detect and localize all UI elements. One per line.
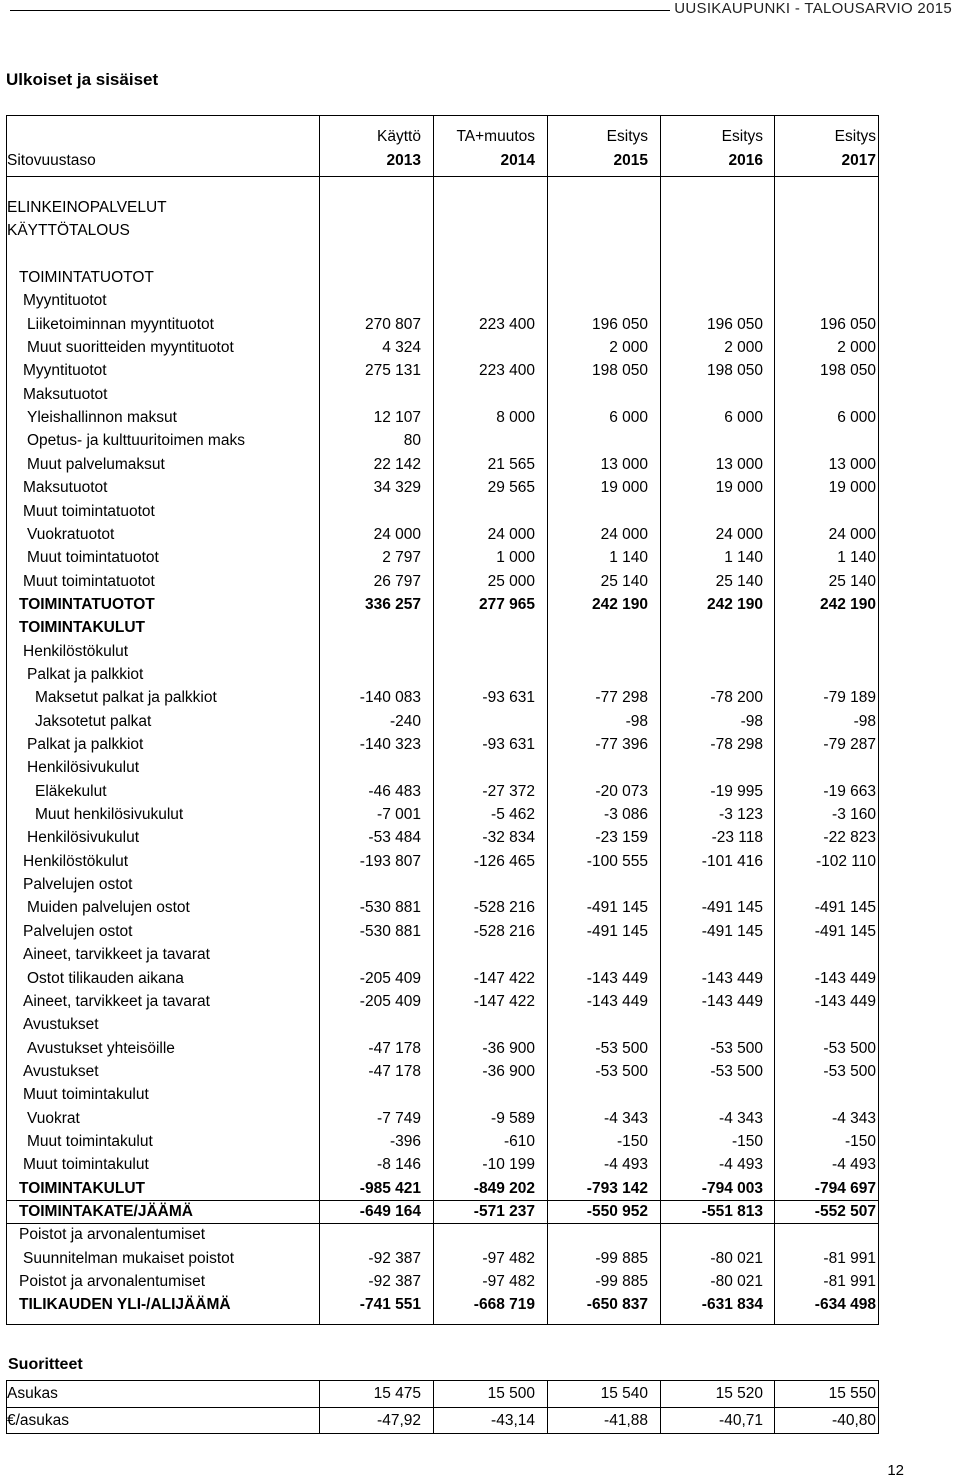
- row-value: -99 885: [595, 1249, 648, 1267]
- row-label: Maksutuotot: [23, 479, 108, 497]
- row-value: 1 140: [609, 549, 648, 567]
- row-label: Palvelujen ostot: [23, 876, 133, 894]
- row-value: 8 000: [496, 409, 535, 427]
- row-value: -101 416: [701, 852, 763, 870]
- row-value: -53 484: [368, 829, 421, 847]
- row-value: 242 190: [591, 595, 648, 613]
- suoritteet-table: [6, 1380, 879, 1434]
- row-label: Henkilösivukulut: [27, 829, 139, 847]
- row-label: Muut suoritteiden myyntituotot: [27, 339, 234, 357]
- row-label: Suunnitelman mukaiset poistot: [23, 1249, 235, 1267]
- row-value: 198 050: [591, 362, 648, 380]
- row-label: Ostot tilikauden aikana: [27, 969, 184, 987]
- row-value: -8 146: [377, 1156, 421, 1174]
- suoritteet-row-value: 15 520: [715, 1385, 763, 1402]
- row-value: 196 050: [819, 315, 876, 333]
- row-value: 25 000: [487, 572, 535, 590]
- row-value: -650 837: [586, 1296, 648, 1314]
- row-value: -78 298: [710, 736, 763, 753]
- suoritteet-row-value: 15 540: [600, 1385, 648, 1402]
- row-value: 80: [403, 432, 421, 450]
- row-value: -147 422: [473, 992, 535, 1010]
- row-value: 6 000: [837, 409, 876, 427]
- row-label: Muut toimintatuotot: [23, 572, 155, 590]
- row-value: 19 000: [600, 479, 648, 497]
- column-header-label: Esitys: [721, 128, 763, 145]
- row-divider: [7, 1407, 878, 1408]
- row-label: Poistot ja arvonalentumiset: [19, 1273, 206, 1291]
- row-value: -79 189: [823, 689, 876, 707]
- row-value: 2 000: [724, 339, 763, 357]
- row-value: 270 807: [364, 315, 421, 333]
- row-value: -634 498: [814, 1296, 876, 1314]
- row-label: Muiden palvelujen ostot: [27, 899, 190, 917]
- row-value: -32 834: [482, 829, 535, 847]
- row-value: -143 449: [586, 992, 648, 1010]
- row-value: -92 387: [368, 1273, 421, 1291]
- row-value: -47 178: [368, 1062, 421, 1080]
- row-value: -98: [853, 712, 876, 730]
- row-label: Muut palvelumaksut: [27, 455, 165, 473]
- row-label: Myyntituotot: [23, 292, 107, 310]
- row-value: -7 749: [377, 1109, 421, 1127]
- row-value: -80 021: [710, 1249, 763, 1267]
- row-label: Muut toimintakulut: [23, 1156, 149, 1174]
- row-label: Muut henkilösivukulut: [35, 806, 184, 824]
- row-value: -849 202: [473, 1179, 535, 1197]
- row-value: -5 462: [491, 806, 535, 824]
- row-value: 1 140: [837, 549, 876, 567]
- row-label: Opetus- ja kulttuuritoimen maks: [27, 432, 245, 450]
- suoritteet-row-value: -40,71: [719, 1412, 763, 1429]
- row-value: -396: [389, 1132, 421, 1150]
- row-value: 25 140: [600, 572, 648, 590]
- row-value: 1 140: [724, 549, 763, 567]
- row-value: -19 995: [710, 782, 763, 800]
- row-value: 1 000: [496, 549, 535, 567]
- row-value: -53 500: [823, 1062, 876, 1080]
- page-number: 12: [887, 1462, 904, 1479]
- row-label: TOIMINTATUOTOT: [19, 269, 154, 286]
- row-value: -98: [740, 712, 763, 730]
- section-subtitle: KÄYTTÖTALOUS: [7, 222, 130, 239]
- row-value: -610: [503, 1132, 535, 1150]
- column-header-year: 2014: [500, 152, 535, 169]
- row-value: -97 482: [482, 1273, 535, 1291]
- row-value: -143 449: [701, 992, 763, 1010]
- row-value: -36 900: [482, 1062, 535, 1080]
- row-value: -23 159: [595, 829, 648, 847]
- row-value: -150: [616, 1132, 648, 1150]
- row-value: -81 991: [823, 1249, 876, 1267]
- row-value: 242 190: [706, 595, 763, 613]
- row-value: 4 324: [382, 339, 421, 357]
- row-value: -649 164: [359, 1203, 421, 1220]
- row-value: 196 050: [706, 315, 763, 333]
- row-label: Myyntituotot: [23, 362, 107, 380]
- row-value: -794 697: [814, 1179, 876, 1197]
- row-value: 198 050: [819, 362, 876, 380]
- row-value: -22 823: [823, 829, 876, 847]
- row-value: -92 387: [368, 1249, 421, 1267]
- row-label: Muut toimintakulut: [27, 1132, 153, 1150]
- row-value: -150: [731, 1132, 763, 1150]
- row-value: -205 409: [359, 992, 421, 1010]
- row-label: Yleishallinnon maksut: [27, 409, 177, 427]
- row-value: -3 123: [719, 806, 763, 824]
- row-value: -193 807: [359, 852, 421, 870]
- row-label: Henkilöstökulut: [23, 852, 129, 870]
- row-value: 12 107: [373, 409, 421, 427]
- row-value: -793 142: [586, 1179, 648, 1197]
- row-value: -143 449: [701, 969, 763, 987]
- row-value: -4 493: [719, 1156, 763, 1174]
- row-label: Muut toimintatuotot: [23, 502, 155, 520]
- column-header-label: TA+muutos: [456, 128, 535, 145]
- row-value: -205 409: [359, 969, 421, 987]
- row-value: 223 400: [478, 362, 535, 380]
- suoritteet-row-label: €/asukas: [7, 1412, 70, 1429]
- row-value: -77 298: [595, 689, 648, 707]
- row-value: -10 199: [482, 1156, 535, 1174]
- row-value: -4 493: [832, 1156, 876, 1174]
- row-value: -528 216: [473, 899, 535, 917]
- row-label: Palvelujen ostot: [23, 922, 133, 940]
- row-value: -3 086: [604, 806, 648, 824]
- row-value: -491 145: [814, 899, 876, 917]
- row-value: 29 565: [487, 479, 535, 497]
- row-value: -93 631: [482, 689, 535, 707]
- row-value: -53 500: [595, 1039, 648, 1057]
- row-value: -551 813: [701, 1203, 763, 1220]
- row-value: 13 000: [828, 455, 876, 473]
- row-value: 24 000: [600, 525, 648, 543]
- row-value: 24 000: [487, 525, 535, 543]
- suoritteet-row-value: -41,88: [604, 1412, 648, 1429]
- row-value: -80 021: [710, 1273, 763, 1291]
- row-value: 6 000: [724, 409, 763, 427]
- row-value: -102 110: [815, 852, 876, 870]
- row-value: 242 190: [819, 595, 876, 613]
- row-value: -491 145: [701, 922, 763, 940]
- suoritteet-row-value: -40,80: [832, 1412, 876, 1429]
- row-label: Eläkekulut: [35, 782, 107, 800]
- column-header-year: 2016: [728, 152, 763, 169]
- row-divider: [7, 1200, 878, 1201]
- row-value: -3 160: [832, 806, 876, 824]
- row-value: 13 000: [600, 455, 648, 473]
- row-value: 25 140: [828, 572, 876, 590]
- row-value: -4 493: [604, 1156, 648, 1174]
- row-value: -143 449: [814, 992, 876, 1010]
- row-value: -741 551: [359, 1296, 421, 1314]
- row-value: 26 797: [373, 572, 421, 590]
- row-value: 24 000: [373, 525, 421, 543]
- row-value: -93 631: [482, 736, 535, 753]
- row-value: -794 003: [701, 1179, 763, 1197]
- row-label: Henkilöstökulut: [23, 642, 129, 660]
- row-value: -47 178: [368, 1039, 421, 1057]
- row-value: -143 449: [814, 969, 876, 987]
- row-label: Maksutuotot: [23, 385, 108, 403]
- row-value: -140 083: [359, 689, 421, 707]
- row-value: -668 719: [473, 1296, 535, 1314]
- row-value: -550 952: [586, 1203, 648, 1220]
- row-value: 24 000: [828, 525, 876, 543]
- row-label: Poistot ja arvonalentumiset: [19, 1226, 206, 1244]
- row-value: 22 142: [373, 455, 421, 473]
- row-label: Henkilösivukulut: [27, 759, 139, 777]
- row-label: Avustukset yhteisöille: [27, 1039, 175, 1057]
- row-value: -985 421: [359, 1179, 421, 1197]
- row-value: -140 323: [359, 736, 421, 753]
- row-value: -491 145: [586, 922, 648, 940]
- header-rule: [10, 10, 670, 11]
- row-value: -571 237: [473, 1203, 535, 1220]
- column-header-label: Esitys: [834, 128, 876, 145]
- row-value: 25 140: [715, 572, 763, 590]
- row-label: Muut toimintakulut: [23, 1086, 149, 1104]
- row-value: -23 118: [711, 829, 763, 847]
- row-value: -528 216: [473, 922, 535, 940]
- row-value: 2 000: [609, 339, 648, 357]
- suoritteet-row-label: Asukas: [7, 1385, 58, 1402]
- row-label: Avustukset: [23, 1016, 99, 1034]
- row-divider: [7, 1223, 878, 1224]
- row-label: Maksetut palkat ja palkkiot: [35, 689, 217, 707]
- row-value: -53 500: [823, 1039, 876, 1057]
- row-value: 19 000: [828, 479, 876, 497]
- row-value: 19 000: [715, 479, 763, 497]
- row-value: -9 589: [491, 1109, 535, 1127]
- row-value: -552 507: [814, 1203, 876, 1220]
- row-label: Vuokrat: [27, 1109, 80, 1127]
- row-label: Liiketoiminnan myyntituotot: [27, 315, 214, 333]
- row-value: -46 483: [368, 782, 421, 800]
- row-value: -491 145: [586, 899, 648, 917]
- row-label: TOIMINTATUOTOT: [19, 595, 155, 613]
- row-value: -99 885: [595, 1273, 648, 1291]
- row-label: Palkat ja palkkiot: [27, 665, 144, 683]
- row-value: 275 131: [364, 362, 421, 380]
- row-value: -19 663: [823, 782, 876, 800]
- row-value: 2 797: [382, 549, 421, 567]
- row-value: 198 050: [706, 362, 763, 380]
- row-value: -530 881: [359, 922, 421, 940]
- row-value: -97 482: [482, 1249, 535, 1267]
- header-divider: [7, 176, 878, 177]
- column-header-label: Käyttö: [377, 128, 421, 145]
- row-value: -150: [844, 1132, 876, 1150]
- row-value: -53 500: [595, 1062, 648, 1080]
- column-header-year: 2015: [613, 152, 648, 169]
- column-header-year: 2013: [386, 152, 421, 169]
- suoritteet-row-value: -43,14: [491, 1412, 535, 1429]
- suoritteet-title: Suoritteet: [8, 1356, 83, 1373]
- column-header-year: 2017: [841, 152, 876, 169]
- row-value: -36 900: [482, 1039, 535, 1057]
- row-value: 336 257: [364, 595, 421, 613]
- row-value: -147 422: [473, 969, 535, 987]
- row-value: -20 073: [595, 782, 648, 800]
- row-value: -81 991: [823, 1273, 876, 1291]
- row-value: -631 834: [701, 1296, 763, 1314]
- suoritteet-row-value: 15 550: [828, 1385, 876, 1402]
- row-value: -143 449: [586, 969, 648, 987]
- document-header-title: UUSIKAUPUNKI - TALOUSARVIO 2015: [674, 0, 952, 17]
- row-value: -53 500: [710, 1039, 763, 1057]
- row-value: -126 465: [473, 852, 535, 870]
- row-value: 223 400: [478, 315, 535, 333]
- row-value: 13 000: [715, 455, 763, 473]
- row-label: TOIMINTAKULUT: [19, 619, 145, 637]
- row-value: -100 555: [586, 852, 648, 870]
- row-label: Aineet, tarvikkeet ja tavarat: [23, 992, 210, 1010]
- row-value: -53 500: [710, 1062, 763, 1080]
- row-value: 24 000: [715, 525, 763, 543]
- row-value: -4 343: [832, 1109, 876, 1127]
- row-value: -78 200: [710, 689, 763, 707]
- corner-label: Sitovuustaso: [7, 152, 96, 169]
- row-label: TOIMINTAKULUT: [19, 1179, 145, 1197]
- suoritteet-row-value: 15 475: [373, 1385, 421, 1402]
- row-value: 21 565: [487, 455, 535, 473]
- row-value: -7 001: [377, 806, 421, 824]
- row-value: 277 965: [478, 595, 535, 613]
- row-value: -4 343: [719, 1109, 763, 1127]
- section-title: ELINKEINOPALVELUT: [7, 199, 167, 216]
- row-value: -530 881: [359, 899, 421, 917]
- row-label: TILIKAUDEN YLI-/ALIJÄÄMÄ: [19, 1296, 231, 1314]
- page-heading: Ulkoiset ja sisäiset: [6, 70, 159, 89]
- row-label: Avustukset: [23, 1062, 99, 1080]
- row-value: 196 050: [591, 315, 648, 333]
- row-value: -79 287: [823, 736, 876, 753]
- row-value: 2 000: [837, 339, 876, 357]
- row-value: -27 372: [482, 782, 535, 800]
- row-label: Vuokratuotot: [27, 525, 115, 543]
- row-label: Muut toimintatuotot: [27, 549, 159, 567]
- column-header-label: Esitys: [606, 128, 648, 145]
- row-value: -491 145: [701, 899, 763, 917]
- row-value: 6 000: [609, 409, 648, 427]
- row-label: TOIMINTAKATE/JÄÄMÄ: [19, 1203, 193, 1220]
- row-value: -4 343: [604, 1109, 648, 1127]
- row-value: -98: [625, 712, 648, 730]
- row-label: Aineet, tarvikkeet ja tavarat: [23, 946, 210, 964]
- row-label: Palkat ja palkkiot: [27, 736, 144, 753]
- budget-table: [6, 115, 879, 1325]
- suoritteet-row-value: 15 500: [487, 1385, 535, 1402]
- suoritteet-row-value: -47,92: [377, 1412, 421, 1429]
- row-value: 34 329: [373, 479, 421, 497]
- row-label: Jaksotetut palkat: [35, 712, 152, 730]
- row-value: -491 145: [814, 922, 876, 940]
- row-value: -240: [389, 712, 421, 730]
- row-value: -77 396: [595, 736, 648, 753]
